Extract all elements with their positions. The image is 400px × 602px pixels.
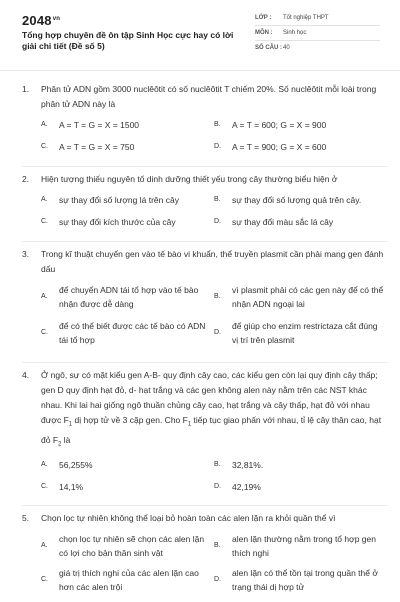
- question-number: 5.: [22, 513, 30, 523]
- option-label: B.: [214, 196, 221, 203]
- option-text: alen lặn có thể tồn tại trong quần thể ở trạng thái dị hợp tử: [232, 568, 378, 592]
- option-text: 42,19%: [232, 482, 261, 493]
- option-label: D.: [214, 329, 221, 336]
- subscript: 2: [58, 441, 62, 448]
- question-text: [22, 247, 388, 277]
- logo-suffix: vn: [52, 15, 61, 22]
- option-label: C.: [41, 143, 48, 150]
- question-body-part: dị hợp tử về 3 cặp gen. Cho F: [72, 415, 188, 425]
- option-text: giá trị thích nghi của các alen lặn cao hơn các alen trội: [59, 568, 199, 592]
- option-label: B.: [214, 293, 221, 300]
- option-label: B.: [214, 121, 221, 128]
- option-text: vì plasmit phải có các gen này để có thể nhận ADN ngoại lai: [232, 285, 384, 309]
- meta-divider: [255, 25, 380, 26]
- options: [41, 458, 388, 502]
- header-divider: [0, 70, 400, 71]
- question-3: [22, 247, 388, 363]
- option-text: chọn lọc tự nhiên sẽ chọn các alen lặn có lợi cho bản thân sinh vật: [59, 534, 205, 558]
- question-text: [22, 368, 388, 452]
- option-text: A = T = G = X = 750: [59, 142, 135, 152]
- option-label: C.: [41, 483, 48, 491]
- question-body: Hiện tượng thiếu nguyên tố dinh dưỡng thiết yếu trong cây thường biểu hiện ở: [41, 174, 338, 184]
- option-text: để giúp cho enzim restrictaza cắt đúng vị trí trên plasmit: [232, 321, 378, 345]
- meta-count-value: 40: [283, 45, 290, 51]
- options: [41, 283, 388, 363]
- option-label: A.: [41, 121, 48, 128]
- option-text: 56,255%: [59, 460, 93, 471]
- option-label: B.: [214, 461, 221, 469]
- option-label: C.: [41, 218, 48, 225]
- question-number: 2.: [22, 174, 30, 184]
- option-label: A.: [41, 196, 48, 203]
- option-text: 14,1%: [59, 482, 84, 493]
- document-header: [0, 0, 400, 70]
- question-body: [41, 370, 382, 448]
- options: [41, 532, 388, 602]
- option-text: A = T = 900; G = X = 600: [232, 142, 327, 152]
- question-number: 3.: [22, 249, 30, 259]
- question-divider: [22, 362, 388, 363]
- meta-class-value: Tốt nghiệp THPT: [283, 15, 329, 21]
- meta-subject-key: MÔN :: [255, 30, 273, 36]
- question-divider: [22, 505, 388, 506]
- question-body: Phân tử ADN gồm 3000 nuclêôtit có số nuclêôtit T chiếm 20%. Số nuclêôtit mỗi loài trong phân tử ADN này là: [41, 84, 377, 109]
- option-text: sự thay đổi màu sắc lá cây: [232, 217, 334, 227]
- option-label: B.: [214, 542, 221, 549]
- question-5: [22, 511, 388, 602]
- option-text: để chuyển ADN tái tổ hợp vào tế bào nhận được dễ dàng: [59, 285, 199, 309]
- question-number: 4.: [22, 370, 30, 380]
- option-label: D.: [214, 576, 221, 583]
- meta-divider: [255, 40, 380, 41]
- question-body: Chọn lọc tự nhiên không thể loại bỏ hoàn toàn các alen lặn ra khỏi quần thể vì: [41, 513, 336, 523]
- question-text: [22, 82, 388, 112]
- question-body-part: Ở ngô, sự có mặt kiểu gen A-B- quy định cây cao, các kiểu gen còn lại quy định cây thấp; gen D quy định hạt đỏ, d- hạt trắng và các gen không alen này nằm trên các NST khác nhau. Khi lai hai giống ngô thuần chủng cây cao, hạt trắng và cây thấp, hạt đỏ với nhau được F: [41, 370, 378, 425]
- option-text: sự thay đổi số lượng quả trên cây.: [232, 195, 362, 205]
- meta-count-key: SỐ CÂU :: [255, 45, 282, 51]
- logo-text: 2048: [22, 13, 52, 28]
- question-body-part: là: [61, 434, 71, 445]
- question-body: Trong kĩ thuật chuyển gen vào tế bào vi khuẩn, thể truyền plasmit cần phải mang gen đánh dấu: [41, 249, 384, 274]
- question-text: [22, 511, 388, 526]
- options: [41, 193, 388, 237]
- option-text: A = T = 600; G = X = 900: [232, 120, 327, 130]
- question-number: 1.: [22, 84, 30, 94]
- option-text: A = T = G = X = 1500: [59, 120, 140, 130]
- document-title: Tổng hợp chuyên đề ôn tập Sinh Học cực hay có lời giải chi tiết (Đề số 5): [22, 30, 234, 51]
- option-label: D.: [214, 483, 221, 491]
- site-logo[interactable]: [22, 13, 60, 28]
- meta-class-key: LỚP :: [255, 15, 272, 21]
- subscript: 1: [68, 421, 73, 428]
- meta-subject-value: Sinh học: [283, 30, 307, 36]
- option-text: sự thay đổi số lượng lá trên cây: [59, 195, 179, 205]
- question-divider: [22, 166, 388, 167]
- question-2: [22, 172, 388, 237]
- option-label: D.: [214, 143, 221, 150]
- option-label: A.: [41, 293, 48, 300]
- option-text: alen lặn thường nằm trong tổ hợp gen thích nghi: [232, 534, 376, 558]
- question-divider: [22, 241, 388, 242]
- option-label: D.: [214, 218, 221, 225]
- option-text: để có thể biết được các tế bào có ADN tái tổ hợp: [59, 321, 206, 345]
- option-text: sự thay đổi kích thước của cây: [59, 217, 176, 227]
- option-text: 32,81%.: [232, 460, 264, 471]
- option-label: C.: [41, 576, 48, 583]
- question-text: [22, 172, 388, 187]
- option-label: A.: [41, 461, 48, 469]
- options: [41, 118, 388, 162]
- question-body-part: tiếp tục giao phấn với nhau, tỉ lệ cây thân cao, hạt đỏ F: [41, 415, 382, 445]
- question-1: [22, 82, 388, 162]
- subscript: 1: [187, 421, 192, 428]
- option-label: A.: [41, 542, 48, 549]
- option-label: C.: [41, 329, 48, 336]
- question-4: [22, 368, 388, 502]
